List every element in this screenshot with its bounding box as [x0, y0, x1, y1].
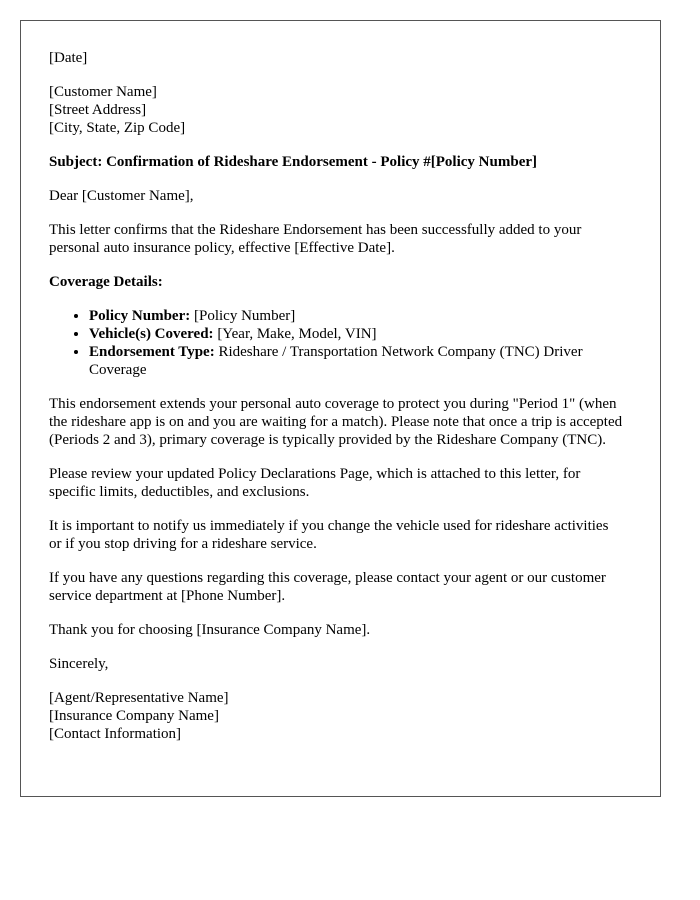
coverage-item-endorsement-type [89, 343, 632, 379]
declarations-paragraph: Please review your updated Policy Declarations Page, which is attached to this letter, for specific limits, deductibles, and exclusions. [49, 466, 581, 500]
coverage-item-vehicles [89, 325, 632, 343]
letter-document [20, 20, 661, 797]
coverage-label: Endorsement Type: [89, 344, 215, 360]
salutation: Dear [Customer Name], [49, 188, 194, 204]
coverage-value: Rideshare / Transportation Network Company (TNC) Driver Coverage [89, 344, 583, 378]
recipient-name: [Customer Name] [49, 84, 157, 100]
coverage-label: Vehicle(s) Covered: [89, 326, 214, 342]
coverage-item-policy-number [89, 307, 632, 325]
notify-paragraph: It is important to notify us immediately if you change the vehicle used for rideshare activities or if you stop driving for a rideshare service. [49, 518, 609, 552]
coverage-value: [Policy Number] [190, 308, 296, 324]
signature-agent: [Agent/Representative Name] [49, 690, 229, 706]
letter-date: [Date] [49, 50, 88, 66]
signature-contact: [Contact Information] [49, 726, 182, 742]
questions-paragraph: If you have any questions regarding this coverage, please contact your agent or our customer service department at [Phone Number]. [49, 570, 606, 604]
letter-subject: Subject: Confirmation of Rideshare Endorsement - Policy #[Policy Number] [49, 154, 537, 170]
period-coverage-paragraph: This endorsement extends your personal auto coverage to protect you during "Period 1" (when the rideshare app is on and you are waiting for a match). Please note that once a trip is accepted (Periods 2 and 3), primary coverage is typically provided by the Rideshare Company (TNC). [49, 396, 623, 448]
signature-company: [Insurance Company Name] [49, 708, 219, 724]
coverage-value: [Year, Make, Model, VIN] [213, 326, 377, 342]
intro-paragraph: This letter confirms that the Rideshare Endorsement has been successfully added to your personal auto insurance policy, effective [Effective Date]. [49, 222, 582, 256]
coverage-list [49, 307, 632, 379]
thank-you-paragraph: Thank you for choosing [Insurance Company Name]. [49, 622, 371, 638]
recipient-address [49, 83, 632, 137]
signature-block [49, 689, 632, 743]
recipient-city-state-zip: [City, State, Zip Code] [49, 120, 186, 136]
coverage-heading: Coverage Details: [49, 274, 163, 290]
recipient-street: [Street Address] [49, 102, 147, 118]
closing: Sincerely, [49, 656, 109, 672]
coverage-label: Policy Number: [89, 308, 191, 324]
